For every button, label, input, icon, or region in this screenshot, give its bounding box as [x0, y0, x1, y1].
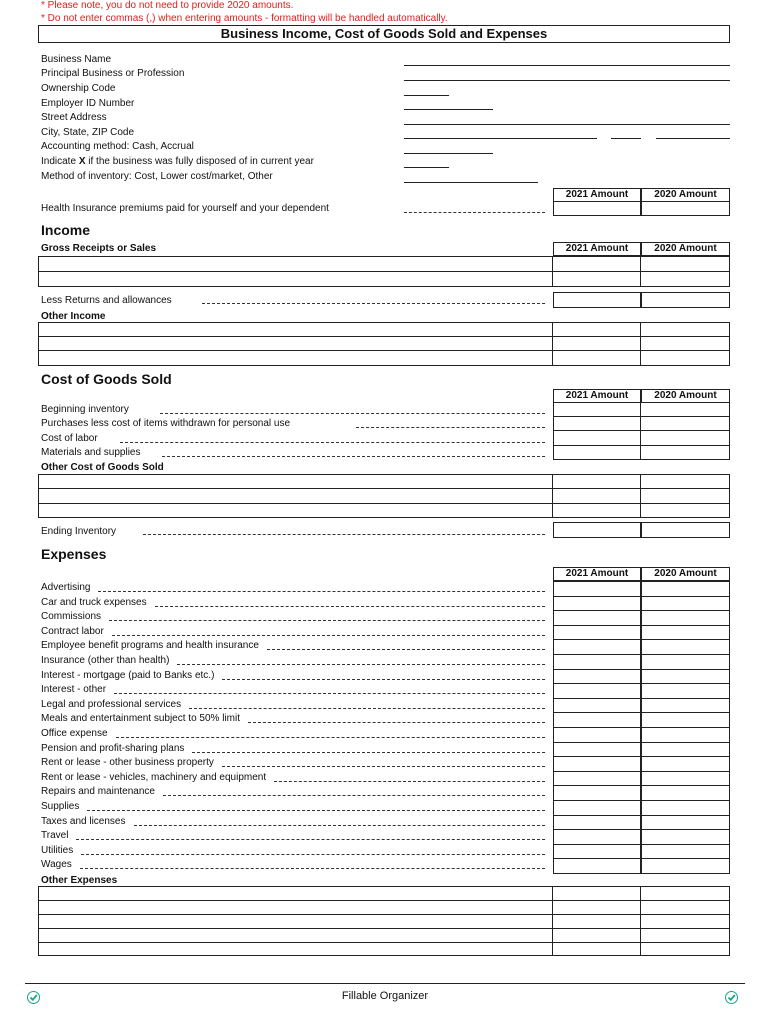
expense-2020-input[interactable] — [641, 698, 730, 714]
expense-leader — [248, 722, 545, 723]
footer-label: Fillable Organizer — [341, 990, 429, 1002]
expense-leader — [134, 825, 545, 826]
gross-receipts-label: Gross Receipts or Sales — [41, 243, 157, 254]
expense-2021-input[interactable] — [553, 698, 641, 714]
exp-col-2021-header: 2021 Amount — [553, 567, 641, 581]
footer-divider — [25, 983, 745, 984]
expense-item-label: Insurance (other than health) — [41, 655, 170, 666]
expense-item-label: Taxes and licenses — [41, 815, 126, 827]
less-returns-2021-input[interactable] — [553, 292, 641, 308]
expense-item-label: Repairs and maintenance — [41, 786, 155, 798]
income-col-2020-header: 2020 Amount — [641, 242, 730, 256]
expense-2020-input[interactable] — [641, 756, 730, 772]
cogs-item: Purchases less cost of items withdrawn for personal use — [41, 418, 290, 429]
expense-2020-input[interactable] — [641, 727, 730, 743]
other-income-rows[interactable] — [38, 322, 730, 366]
expenses-title: Expenses — [41, 546, 107, 562]
expense-leader — [114, 693, 545, 694]
expense-2020-input[interactable] — [641, 654, 730, 670]
principal-business-label: Principal Business or Profession — [41, 68, 185, 79]
expense-2021-input[interactable] — [553, 742, 641, 758]
less-returns-label: Less Returns and allowances — [41, 295, 172, 306]
expense-2020-input[interactable] — [641, 712, 730, 728]
form-title: Business Income, Cost of Goods Sold and Expenses — [38, 25, 730, 43]
expense-leader — [222, 766, 545, 767]
cogs-title: Cost of Goods Sold — [41, 371, 172, 387]
disposed-field[interactable] — [404, 167, 449, 168]
expense-2021-input[interactable] — [553, 669, 641, 685]
accounting-method-field[interactable] — [404, 153, 493, 154]
street-address-label: Street Address — [41, 112, 107, 123]
cogs-col-2020-header: 2020 Amount — [641, 389, 730, 403]
expense-2020-input[interactable] — [641, 785, 730, 801]
accounting-method-label: Accounting method: Cash, Accrual — [41, 141, 194, 152]
expense-item-label: Supplies — [41, 801, 80, 812]
expense-2021-input[interactable] — [553, 625, 641, 641]
employer-id-label: Employer ID Number — [41, 98, 135, 109]
note-no-commas: * Do not enter commas (,) when entering amounts - formatting will be handled automatically. — [41, 13, 448, 24]
expense-2020-input[interactable] — [641, 596, 730, 612]
disposed-label: Indicate X if the business was fully disposed of in current year — [41, 156, 314, 167]
expense-2021-input[interactable] — [553, 610, 641, 626]
expense-leader — [112, 635, 545, 636]
cogs-item: Cost of labor — [41, 433, 98, 444]
cogs-item: Beginning inventory — [41, 404, 129, 415]
expense-leader — [80, 868, 545, 869]
other-income-label: Other Income — [41, 311, 106, 322]
ending-inventory-2021-input[interactable] — [553, 522, 641, 538]
expense-leader — [177, 664, 545, 665]
other-cogs-label: Other Cost of Goods Sold — [41, 462, 164, 473]
expense-leader — [267, 649, 545, 650]
expense-item-label: Rent or lease - vehicles, machinery and equipment — [41, 771, 267, 783]
col-2021-header: 2021 Amount — [553, 188, 641, 202]
other-expenses-rows[interactable] — [38, 886, 730, 956]
expense-2020-input[interactable] — [641, 625, 730, 641]
expense-item-label: Pension and profit-sharing plans — [41, 742, 185, 754]
expense-2020-input[interactable] — [641, 771, 730, 787]
expense-item-label: Employee benefit programs and health insurance — [41, 640, 259, 652]
street-address-field[interactable] — [404, 124, 730, 125]
expense-2020-input[interactable] — [641, 683, 730, 699]
expense-item-label: Office expense — [41, 728, 108, 739]
other-expenses-label: Other Expenses — [41, 875, 118, 886]
expense-2020-input[interactable] — [641, 829, 730, 845]
expense-2020-input[interactable] — [641, 815, 730, 831]
expense-2020-input[interactable] — [641, 669, 730, 685]
expense-item-label: Travel — [41, 830, 69, 842]
expense-2020-input[interactable] — [641, 800, 730, 816]
expense-item-label: Advertising — [41, 582, 91, 593]
expense-leader — [192, 752, 545, 753]
expense-item-label: Interest - mortgage (paid to Banks etc.) — [41, 669, 215, 681]
expense-leader — [98, 591, 545, 592]
cogs-amount-grid[interactable] — [553, 402, 730, 460]
expense-leader — [87, 810, 545, 811]
health-insurance-2021-input[interactable] — [553, 201, 641, 216]
expense-2021-input[interactable] — [553, 844, 641, 860]
expense-leader — [189, 708, 545, 709]
expense-2021-input[interactable] — [553, 581, 641, 597]
expense-leader — [163, 795, 545, 796]
expense-leader — [76, 839, 545, 840]
expense-2020-input[interactable] — [641, 844, 730, 860]
expense-2021-input[interactable] — [553, 712, 641, 728]
ending-inventory-label: Ending Inventory — [41, 526, 117, 537]
expense-item-label: Utilities — [41, 844, 74, 856]
expense-2020-input[interactable] — [641, 742, 730, 758]
zip-field[interactable] — [656, 138, 730, 139]
expense-item-label: Rent or lease - other business property — [41, 757, 214, 769]
expense-2021-input[interactable] — [553, 639, 641, 655]
business-name-label: Business Name — [41, 54, 112, 65]
expense-2021-input[interactable] — [553, 858, 641, 874]
ownership-code-label: Ownership Code — [41, 83, 116, 94]
expense-2021-input[interactable] — [553, 815, 641, 831]
expense-2021-input[interactable] — [553, 829, 641, 845]
cogs-col-2021-header: 2021 Amount — [553, 389, 641, 403]
city-state-zip-label: City, State, ZIP Code — [41, 127, 135, 138]
cogs-item: Materials and supplies — [41, 447, 141, 458]
expense-item-label: Wages — [41, 859, 72, 871]
expense-item-label: Car and truck expenses — [41, 596, 147, 608]
expense-item-label: Legal and professional services — [41, 698, 182, 710]
income-title: Income — [41, 222, 91, 238]
less-returns-2020-input[interactable] — [641, 292, 730, 308]
expense-2021-input[interactable] — [553, 756, 641, 772]
ending-inventory-2020-input[interactable] — [641, 522, 730, 538]
expense-item-label: Interest - other — [41, 684, 107, 696]
check-circle-icon — [725, 991, 738, 1004]
expense-2020-input[interactable] — [641, 639, 730, 655]
expense-2021-input[interactable] — [553, 771, 641, 787]
business-name-field[interactable] — [404, 65, 730, 66]
ownership-code-field[interactable] — [404, 95, 449, 96]
expense-2020-input[interactable] — [641, 581, 730, 597]
expense-leader — [274, 781, 545, 782]
expense-2021-input[interactable] — [553, 785, 641, 801]
other-cogs-rows[interactable] — [38, 474, 730, 518]
city-field[interactable] — [404, 138, 597, 139]
state-field[interactable] — [611, 138, 641, 139]
expense-2020-input[interactable] — [641, 858, 730, 874]
inventory-method-label: Method of inventory: Cost, Lower cost/market, Other — [41, 171, 273, 182]
expense-leader — [109, 620, 545, 621]
exp-col-2020-header: 2020 Amount — [641, 567, 730, 581]
expense-leader — [81, 854, 545, 855]
health-insurance-2020-input[interactable] — [641, 201, 730, 216]
income-col-2021-header: 2021 Amount — [553, 242, 641, 256]
expense-2021-input[interactable] — [553, 683, 641, 699]
note-2020-amounts: * Please note, you do not need to provide 2020 amounts. — [41, 0, 294, 11]
expense-2020-input[interactable] — [641, 610, 730, 626]
inventory-method-field[interactable] — [404, 182, 538, 183]
expense-leader — [155, 606, 545, 607]
expense-leader — [222, 679, 545, 680]
expense-item-label: Commissions — [41, 611, 102, 623]
employer-id-field[interactable] — [404, 109, 493, 110]
expense-2021-input[interactable] — [553, 800, 641, 816]
expense-2021-input[interactable] — [553, 596, 641, 612]
health-insurance-label: Health Insurance premiums paid for yourself and your dependent — [41, 203, 329, 214]
expense-2021-input[interactable] — [553, 727, 641, 743]
expense-item-label: Meals and entertainment subject to 50% limit — [41, 713, 240, 725]
principal-business-field[interactable] — [404, 80, 730, 81]
expense-item-label: Contract labor — [41, 625, 104, 637]
col-2020-header: 2020 Amount — [641, 188, 730, 202]
expense-leader — [116, 737, 545, 738]
expense-2021-input[interactable] — [553, 654, 641, 670]
